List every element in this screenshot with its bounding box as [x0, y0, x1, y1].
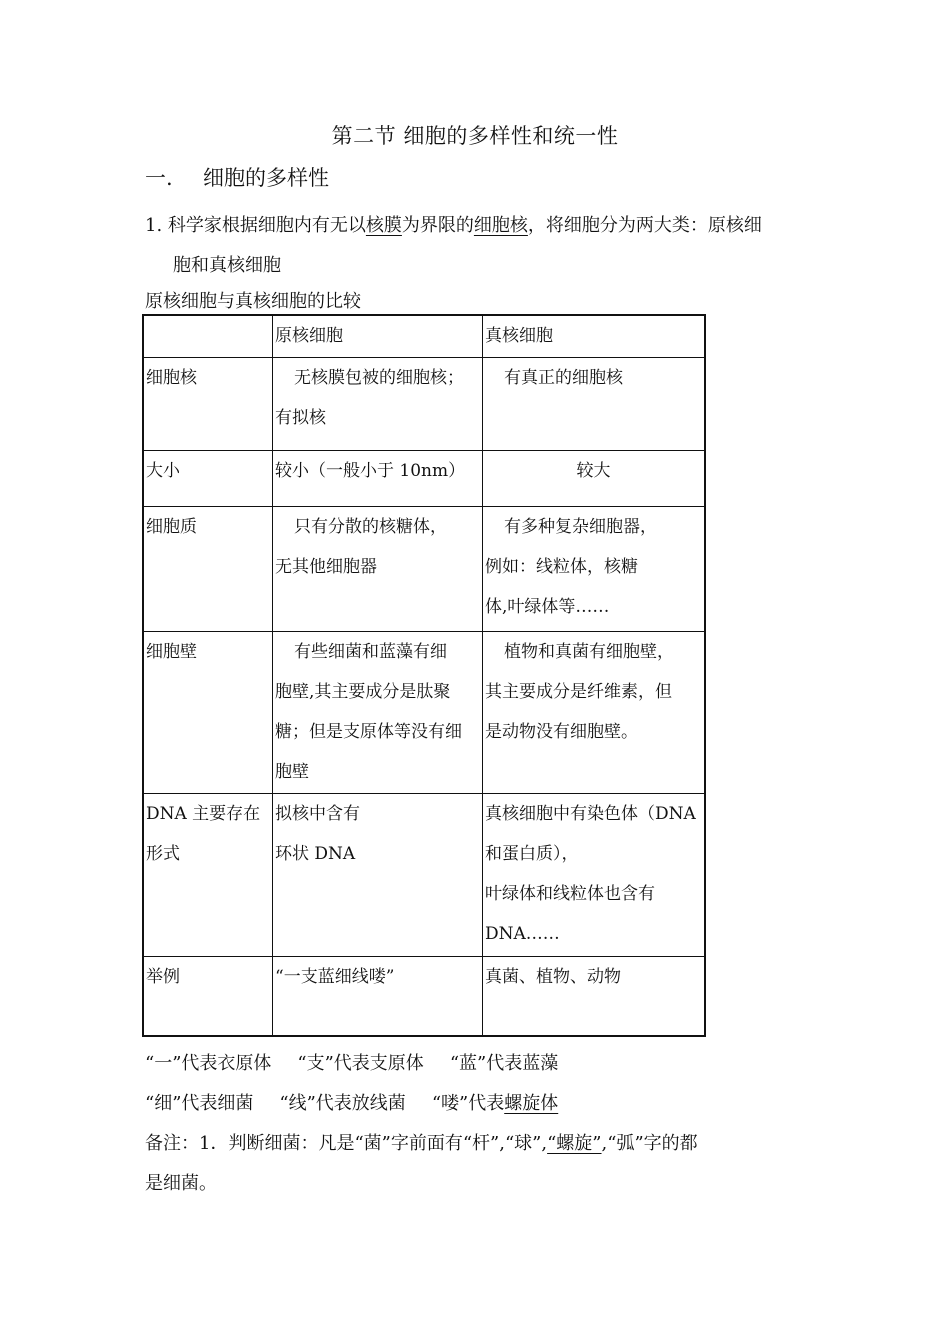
mnemonic-line-1 — [145, 1044, 558, 1084]
eukaryote-cell — [483, 631, 706, 793]
cell-line: 较大 — [576, 460, 611, 481]
remark-text-b: ,“弧”字的都 — [601, 1133, 698, 1154]
cell-line: 较小（一般小于 10nm） — [275, 460, 466, 481]
mnemonic-item: “支”代表支原体 — [297, 1053, 424, 1074]
table-row — [143, 956, 705, 1036]
table-row — [143, 631, 705, 793]
cell-line: 有拟核 — [275, 407, 326, 428]
cell-line: 糖；但是支原体等没有细 — [275, 721, 462, 742]
row-label: 细胞核 — [143, 357, 273, 450]
table-row — [143, 793, 705, 956]
cell-line: 形式 — [146, 843, 180, 864]
para1-text-a: 1. 科学家根据细胞内有无以 — [145, 215, 366, 236]
underlined-term-nuclear-membrane: 核膜 — [365, 215, 402, 236]
row-label: 细胞质 — [143, 506, 273, 631]
para1-text-b: 为界限的 — [401, 215, 474, 236]
cell-line: DNA 主要存在 — [146, 803, 261, 824]
section-title: 细胞的多样性 — [203, 166, 329, 190]
remark-paragraph — [145, 1124, 815, 1204]
underlined-term-spirochete: 螺旋体 — [504, 1093, 559, 1114]
eukaryote-cell — [483, 956, 706, 1036]
para1-text-c: ，将细胞分为两大类：原核细 — [527, 215, 762, 236]
mnemonic-item: “蓝”代表蓝藻 — [449, 1053, 559, 1074]
cell-line: 其主要成分是纤维素，但 — [485, 681, 672, 702]
remark-text-c: 是细菌。 — [145, 1173, 217, 1194]
header-cell-prokaryote: 原核细胞 — [273, 315, 483, 357]
cell-line: 有多种复杂细胞器， — [504, 516, 657, 537]
cell-line: 真核细胞中有染色体（DNA — [485, 803, 696, 824]
underlined-term-spiral: “螺旋” — [547, 1133, 602, 1154]
eukaryote-cell — [483, 506, 706, 631]
cell-line: 无核膜包被的细胞核； — [294, 367, 464, 388]
eukaryote-cell — [483, 450, 706, 506]
mnemonic-line-2 — [145, 1084, 558, 1124]
table-row — [143, 506, 705, 631]
cell-line: 体,叶绿体等…… — [485, 596, 610, 617]
section-number: 一. — [145, 166, 173, 190]
row-label — [143, 793, 273, 956]
cell-line: 拟核中含有 — [275, 803, 360, 824]
mnemonic-item: “线”代表放线菌 — [279, 1093, 406, 1114]
table-header-row — [143, 315, 705, 357]
row-label: 大小 — [143, 450, 273, 506]
cell-line: 植物和真菌有细胞壁， — [504, 641, 674, 662]
cell-line: 和蛋白质）， — [485, 843, 579, 864]
cell-line: DNA…… — [485, 923, 560, 944]
mnemonic-item: “喽”代表 — [431, 1093, 505, 1114]
para1-text-d: 胞和真核细胞 — [173, 255, 281, 276]
page-title: 第二节 细胞的多样性和统一性 — [331, 124, 619, 148]
cell-line: 只有分散的核糖体， — [294, 516, 447, 537]
prokaryote-cell — [273, 506, 483, 631]
header-cell-eukaryote: 真核细胞 — [483, 315, 706, 357]
row-label: 细胞壁 — [143, 631, 273, 793]
cell-line: 胞壁,其主要成分是肽聚 — [275, 681, 451, 702]
cell-line: 真菌、植物、动物 — [485, 966, 621, 987]
cell-line: 有真正的细胞核 — [504, 367, 623, 388]
paragraph-1 — [145, 206, 815, 286]
cell-line: 环状 DNA — [275, 843, 356, 864]
cell-line: “一支蓝细线喽” — [275, 966, 395, 987]
cell-line: 例如：线粒体，核糖 — [485, 556, 638, 577]
prokaryote-cell — [273, 357, 483, 450]
header-cell-empty — [143, 315, 273, 357]
cell-line: 有些细菌和蓝藻有细 — [294, 641, 447, 662]
table-caption: 原核细胞与真核细胞的比较 — [145, 291, 361, 312]
cell-line: 胞壁 — [275, 761, 309, 782]
remark-text-a: 备注：1．判断细菌：凡是“菌”字前面有“杆”,“球”, — [145, 1133, 548, 1154]
mnemonic-item: “细”代表细菌 — [145, 1093, 254, 1114]
prokaryote-cell — [273, 793, 483, 956]
table-row — [143, 450, 705, 506]
cell-line: 叶绿体和线粒体也含有 — [485, 883, 655, 904]
cell-line: 是动物没有细胞壁。 — [485, 721, 638, 742]
table-row — [143, 357, 705, 450]
cell-line: 无其他细胞器 — [275, 556, 377, 577]
eukaryote-cell — [483, 357, 706, 450]
prokaryote-cell — [273, 956, 483, 1036]
underlined-term-nucleus: 细胞核 — [473, 215, 528, 236]
section-heading — [145, 162, 329, 192]
row-label: 举例 — [143, 956, 273, 1036]
eukaryote-cell — [483, 793, 706, 956]
mnemonic-item: “一”代表衣原体 — [145, 1053, 272, 1074]
comparison-table — [142, 314, 706, 1037]
prokaryote-cell — [273, 631, 483, 793]
prokaryote-cell — [273, 450, 483, 506]
